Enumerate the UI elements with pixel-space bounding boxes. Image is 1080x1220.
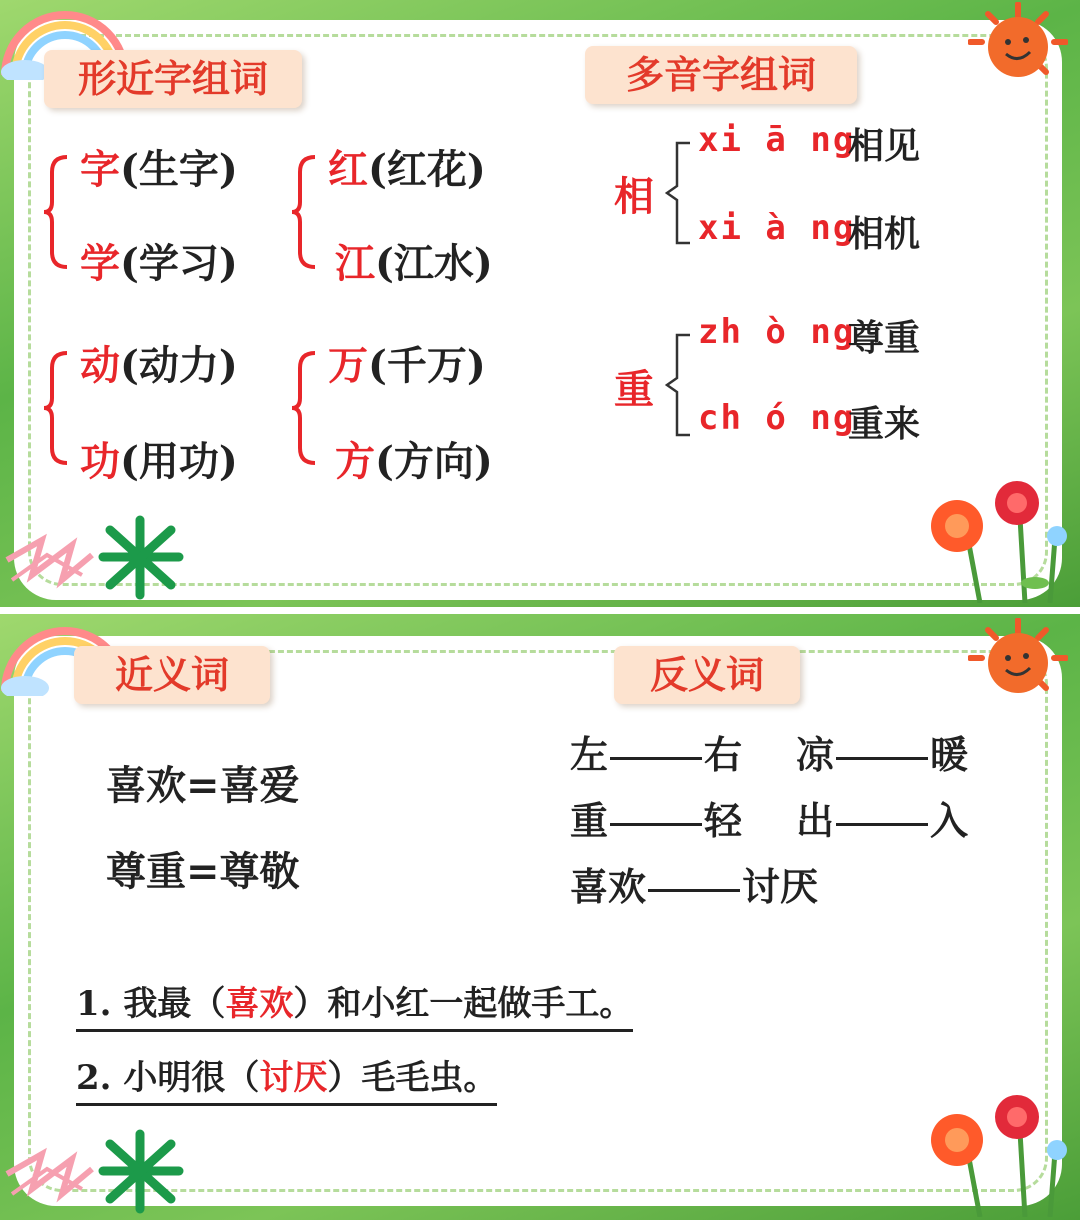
title-antonyms: 反义词 [614, 646, 800, 704]
example-sentence: 1. 我最（喜欢）和小红一起做手工。 [76, 976, 633, 1032]
antonym-pair: 重 轻 [570, 798, 743, 843]
brace [290, 152, 320, 272]
synonym-pair: 喜欢=喜爱 [106, 762, 300, 809]
title-similar-chars: 形近字组词 [44, 50, 302, 108]
pinyin: zh ò ng [698, 312, 856, 352]
title-synonyms: 近义词 [74, 646, 270, 704]
flowers-icon [925, 478, 1075, 603]
similar-char-item: 字(生字) [80, 146, 238, 193]
sun-icon [968, 618, 1068, 710]
pinyin: xi à ng [698, 208, 856, 248]
similar-char-item: 万(千万) [328, 342, 486, 389]
brace [42, 152, 72, 272]
pinyin: ch ó ng [698, 398, 856, 438]
synonym-pair: 尊重=尊敬 [106, 848, 300, 895]
slide-divider [0, 607, 1080, 614]
green-star-icon [95, 1129, 185, 1214]
polyphone-word: 相机 [848, 213, 921, 255]
similar-char-item: 功(用功) [80, 438, 238, 485]
pink-scribble-icon [2, 520, 97, 590]
brace [290, 348, 320, 468]
pinyin: xi ā ng [698, 120, 856, 160]
similar-char-item: 学(学习) [80, 240, 238, 287]
polyphone-char: 相 [614, 173, 654, 220]
similar-char-item: 动(动力) [80, 342, 238, 389]
polyphone-word: 相见 [848, 125, 921, 167]
polyphone-word: 尊重 [848, 317, 921, 359]
example-sentence: 2. 小明很（讨厌）毛毛虫。 [76, 1050, 497, 1106]
antonym-pair: 左 右 [570, 732, 743, 777]
antonym-pair: 凉 暖 [796, 732, 969, 777]
polyphone-bracket [665, 330, 695, 440]
title-polyphones: 多音字组词 [585, 46, 857, 104]
content-board [14, 636, 1062, 1206]
slide-synonyms-antonyms [0, 614, 1080, 1220]
antonym-pair: 喜欢 讨厌 [570, 864, 819, 909]
pink-scribble-icon [2, 1134, 97, 1204]
flowers-icon [925, 1092, 1075, 1217]
similar-char-item: 方(方向) [335, 438, 493, 485]
similar-char-item: 红(红花) [328, 146, 486, 193]
polyphone-bracket [665, 138, 695, 248]
slide-word-building [0, 0, 1080, 607]
polyphone-char: 重 [614, 366, 654, 413]
sun-icon [968, 2, 1068, 94]
green-star-icon [95, 515, 185, 600]
similar-char-item: 江(江水) [335, 240, 493, 287]
brace [42, 348, 72, 468]
polyphone-word: 重来 [848, 403, 921, 445]
antonym-pair: 出 入 [796, 798, 969, 843]
